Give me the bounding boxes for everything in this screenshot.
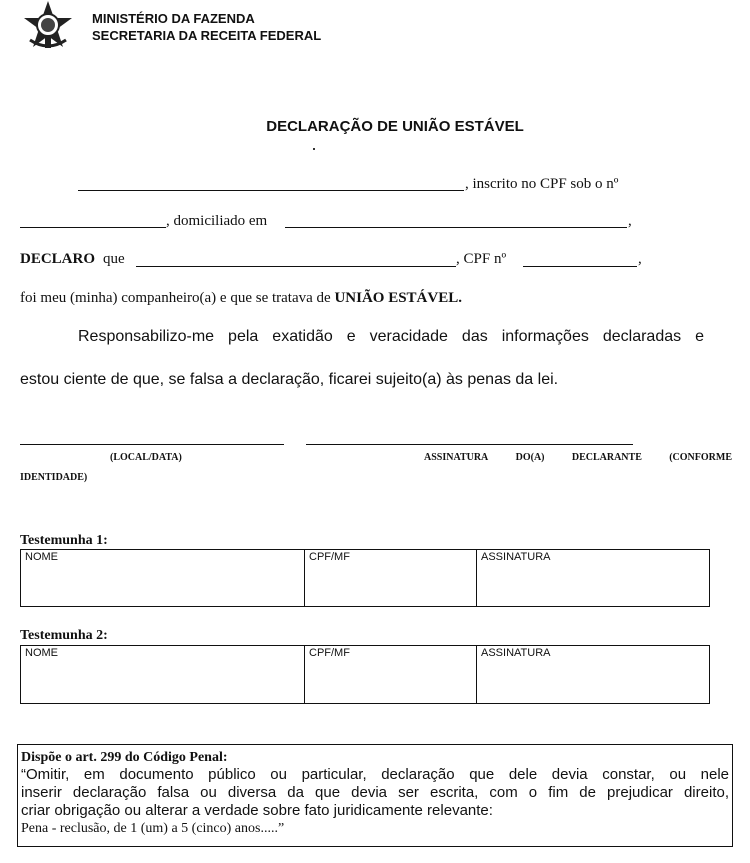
que-text: que [103,251,125,267]
witness-1-table [20,549,710,607]
signature-label [424,452,732,463]
domicile-text: , domiciliado em [166,213,268,229]
witness-2-cpf-cell[interactable] [305,646,477,703]
page-title: DECLARAÇÃO DE UNIÃO ESTÁVEL [266,118,524,135]
partner-cpf-text: , CPF nº [456,251,507,267]
local-date-label: (LOCAL/DATA) [110,452,182,463]
header-secretariat: SECRETARIA DA RECEITA FEDERAL [92,28,322,43]
penal-code-box [17,744,733,847]
witness-2-signature-cell[interactable] [477,646,709,703]
relationship-text [20,290,462,307]
witness-1-signature-cell[interactable] [477,550,709,606]
signature-word-3: DECLARANTE [571,452,642,463]
local-date-line[interactable] [20,444,284,445]
signature-word-4: (CONFORME [669,452,732,463]
cpf-blank[interactable] [20,227,166,228]
witness-2-label: Testemunha 2: [20,628,108,643]
signature-word-2: DO(A) [515,452,545,463]
responsibility-paragraph: Responsabilizo-me pela exatidão e veracidade das informações declaradas e [78,328,704,345]
witness-2-cpf-header: CPF/MF [309,647,350,659]
line3-comma: , [638,251,642,267]
signature-word-1: ASSINATURA [424,452,489,463]
penal-code-line-1: “Omitir, em documento público ou particular, declaração que dele devia constar, ou nele [21,766,729,783]
declaro-label: DECLARO [20,251,96,267]
address-blank[interactable] [285,227,627,228]
partner-cpf-blank[interactable] [523,266,637,267]
cpf-text: , inscrito no CPF sob o nº [465,176,619,192]
speck-dot [313,148,315,150]
brazil-coat-of-arms-icon [22,0,74,52]
penal-code-line-2: inserir declaração falsa ou diversa da que devia ser escrita, com o fim de prejudicar direito, [21,784,729,801]
witness-1-cpf-header: CPF/MF [309,551,350,563]
penal-code-line-3: criar obrigação ou alterar a verdade sobre fato juridicamente relevante: [21,802,493,819]
penal-code-line-4: Pena - reclusão, de 1 (um) a 5 (cinco) anos.....” [21,821,285,836]
signature-line[interactable] [306,444,633,445]
witness-1-label: Testemunha 1: [20,533,108,548]
relationship-plain: foi meu (minha) companheiro(a) e que se tratava de [20,290,335,306]
witness-1-signature-header: ASSINATURA [481,551,551,563]
uniao-estavel-bold: UNIÃO ESTÁVEL. [334,290,462,306]
witness-1-name-cell[interactable] [21,550,305,606]
witness-2-name-cell[interactable] [21,646,305,703]
line2-comma: , [628,213,632,229]
name-blank[interactable] [78,190,464,191]
witness-2-signature-header: ASSINATURA [481,647,551,659]
awareness-paragraph: estou ciente de que, se falsa a declaração, ficarei sujeito(a) às penas da lei. [20,371,559,388]
witness-1-name-header: NOME [25,551,58,563]
witness-2-name-header: NOME [25,647,58,659]
witness-1-cpf-cell[interactable] [305,550,477,606]
header-ministry: MINISTÉRIO DA FAZENDA [92,11,255,26]
penal-code-heading: Dispõe o art. 299 do Código Penal: [21,750,228,765]
partner-name-blank[interactable] [136,266,456,267]
witness-2-table [20,645,710,704]
identity-label: IDENTIDADE) [20,472,88,483]
